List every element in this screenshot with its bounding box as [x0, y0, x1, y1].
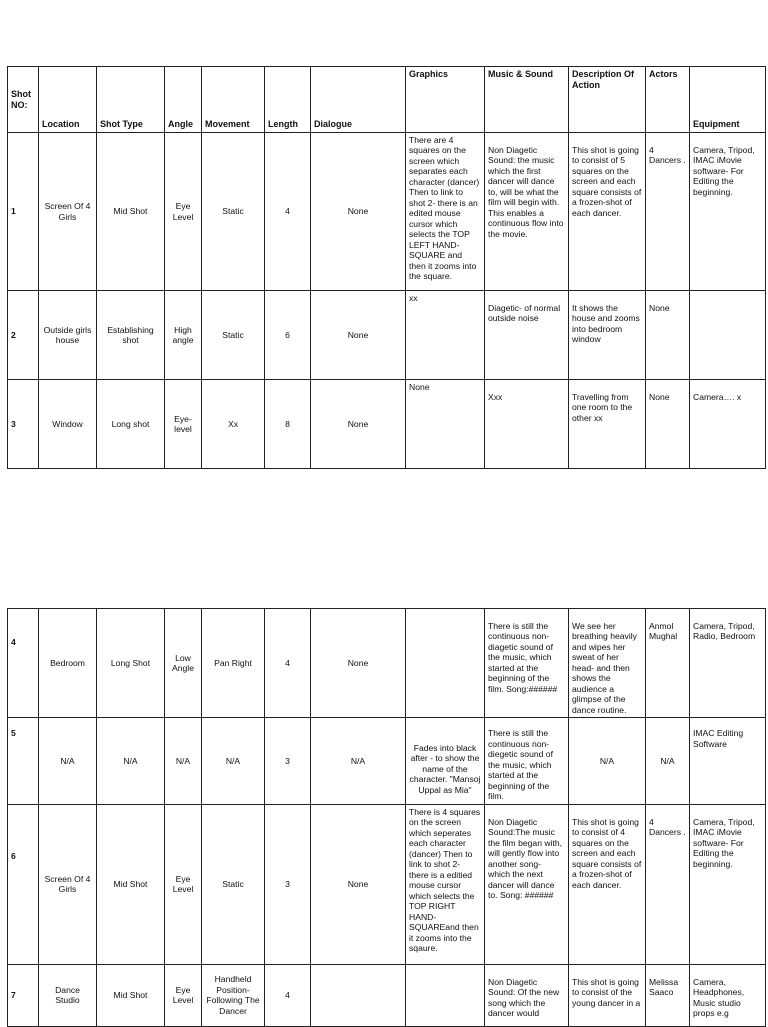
graphics-cell: There is 4 squares on the screen which seperates each character (dancer) Then to link to shot 2- there is a editied mouse cursor which selects the TOP RIGHT HAND-SQUAREand then it zooms into the sqaure. [406, 804, 485, 964]
table-row [8, 609, 766, 718]
header-location: Location [39, 67, 97, 133]
equipment-cell: Camera, Tripod, Radio, Bedroom [690, 609, 766, 718]
shot-table-1 [7, 66, 766, 469]
description-cell: N/A [569, 718, 646, 804]
dialogue-cell: None [311, 804, 406, 964]
graphics-cell: Fades into black after - to show the name of the character. "Mansoj Uppal as Mia" [406, 718, 485, 804]
table-row [8, 718, 766, 804]
table-row [8, 291, 766, 380]
actors-cell: None [646, 291, 690, 380]
angle-cell: N/A [165, 718, 202, 804]
description-cell: It shows the house and zooms into bedroom window [569, 291, 646, 380]
actors-cell: Anmol Mughal [646, 609, 690, 718]
shot-type-cell: Long Shot [97, 609, 165, 718]
angle-cell: Eye Level [165, 804, 202, 964]
length-cell: 4 [265, 609, 311, 718]
shot-number: 4 [8, 609, 39, 718]
length-cell: 3 [265, 804, 311, 964]
table-row [8, 133, 766, 291]
actors-cell: Melissa Saaco [646, 964, 690, 1026]
equipment-cell: IMAC Editing Software [690, 718, 766, 804]
actors-cell: None [646, 380, 690, 469]
header-movement: Movement [202, 67, 265, 133]
dialogue-cell: None [311, 133, 406, 291]
shot-type-cell: Long shot [97, 380, 165, 469]
shot-number: 1 [8, 133, 39, 291]
header-actors: Actors [646, 67, 690, 133]
location-cell: Dance Studio [39, 964, 97, 1026]
equipment-cell: Camera, Headphones, Music studio props e.g [690, 964, 766, 1026]
music-cell: There is still the continuous non-diegetic sound of the music, which started at the beginning of the film. [485, 718, 569, 804]
header-dialogue: Dialogue [311, 67, 406, 133]
location-cell: N/A [39, 718, 97, 804]
graphics-cell [406, 609, 485, 718]
movement-cell: Static [202, 291, 265, 380]
movement-cell: Static [202, 804, 265, 964]
music-cell: Xxx [485, 380, 569, 469]
movement-cell: Xx [202, 380, 265, 469]
graphics-cell: None [406, 380, 485, 469]
music-cell: Diagetic- of normal outside noise [485, 291, 569, 380]
dialogue-cell: None [311, 609, 406, 718]
table-row [8, 380, 766, 469]
description-cell: We see her breathing heavily and wipes her sweat of her head- and then shows the audience a glimpse of the dance routine. [569, 609, 646, 718]
length-cell: 6 [265, 291, 311, 380]
header-description: Description Of Action [569, 67, 646, 133]
shot-type-cell: Mid Shot [97, 804, 165, 964]
shot-number: 6 [8, 804, 39, 964]
header-music-sound: Music & Sound [485, 67, 569, 133]
actors-cell: N/A [646, 718, 690, 804]
shot-type-cell: Mid Shot [97, 964, 165, 1026]
location-cell: Bedroom [39, 609, 97, 718]
header-shot-type: Shot Type [97, 67, 165, 133]
angle-cell: High angle [165, 291, 202, 380]
header-angle: Angle [165, 67, 202, 133]
graphics-cell: There are 4 squares on the screen which separates each character (dancer) Then to link to shot 2- there is an edited mouse cursor which selects the TOP LEFT HAND-SQUARE and then it zooms into the square. [406, 133, 485, 291]
shot-number: 7 [8, 964, 39, 1026]
movement-cell: N/A [202, 718, 265, 804]
equipment-cell: Camera, Tripod, IMAC iMovie software- For Editing the beginning. [690, 804, 766, 964]
angle-cell: Low Angle [165, 609, 202, 718]
location-cell: Screen Of 4 Girls [39, 133, 97, 291]
dialogue-cell: None [311, 291, 406, 380]
music-cell: Non Diagetic Sound: the music which the first dancer will dance to, will be what the film will begin with. This enables a continuous flow into the movie. [485, 133, 569, 291]
movement-cell: Pan Right [202, 609, 265, 718]
table-row [8, 804, 766, 964]
description-cell: Travelling from one room to the other xx [569, 380, 646, 469]
shot-number: 2 [8, 291, 39, 380]
equipment-cell: Camera…. x [690, 380, 766, 469]
graphics-cell: xx [406, 291, 485, 380]
music-cell: Non Diagetic Sound: Of the new song which the dancer would [485, 964, 569, 1026]
header-graphics: Graphics [406, 67, 485, 133]
shot-number: 5 [8, 718, 39, 804]
shot-type-cell: N/A [97, 718, 165, 804]
shot-type-cell: Establishing shot [97, 291, 165, 380]
equipment-cell [690, 291, 766, 380]
description-cell: This shot is going to consist of the young dancer in a [569, 964, 646, 1026]
equipment-cell: Camera, Tripod, IMAC iMovie software- For Editing the beginning. [690, 133, 766, 291]
graphics-cell [406, 964, 485, 1026]
movement-cell: Static [202, 133, 265, 291]
dialogue-cell: N/A [311, 718, 406, 804]
actors-cell: 4 Dancers . [646, 133, 690, 291]
length-cell: 3 [265, 718, 311, 804]
description-cell: This shot is going to consist of 5 squares on the screen and each square consists of a frozen-shot of each dancer. [569, 133, 646, 291]
shot-type-cell: Mid Shot [97, 133, 165, 291]
shot-number: 3 [8, 380, 39, 469]
dialogue-cell [311, 964, 406, 1026]
header-shot-no: Shot NO: [8, 67, 39, 133]
table-header-row [8, 67, 766, 133]
location-cell: Screen Of 4 Girls [39, 804, 97, 964]
table-row [8, 964, 766, 1026]
dialogue-cell: None [311, 380, 406, 469]
movement-cell: Handheld Position- Following The Dancer [202, 964, 265, 1026]
description-cell: This shot is going to consist of 4 squares on the screen and each square consists of a frozen-shot of each dancer. [569, 804, 646, 964]
music-cell: Non Diagetic Sound:The music the film began with, will gently flow into another song- which the next dancer will dance to. Song: ###### [485, 804, 569, 964]
angle-cell: Eye Level [165, 133, 202, 291]
shot-table-2 [7, 608, 766, 1027]
header-length: Length [265, 67, 311, 133]
header-equipment: Equipment [690, 67, 766, 133]
angle-cell: Eye Level [165, 964, 202, 1026]
location-cell: Outside girls house [39, 291, 97, 380]
length-cell: 4 [265, 133, 311, 291]
length-cell: 4 [265, 964, 311, 1026]
length-cell: 8 [265, 380, 311, 469]
angle-cell: Eye-level [165, 380, 202, 469]
actors-cell: 4 Dancers . [646, 804, 690, 964]
music-cell: There is still the continuous non-diagetic sound of the music, which started at the beginning of the film. Song:###### [485, 609, 569, 718]
location-cell: Window [39, 380, 97, 469]
